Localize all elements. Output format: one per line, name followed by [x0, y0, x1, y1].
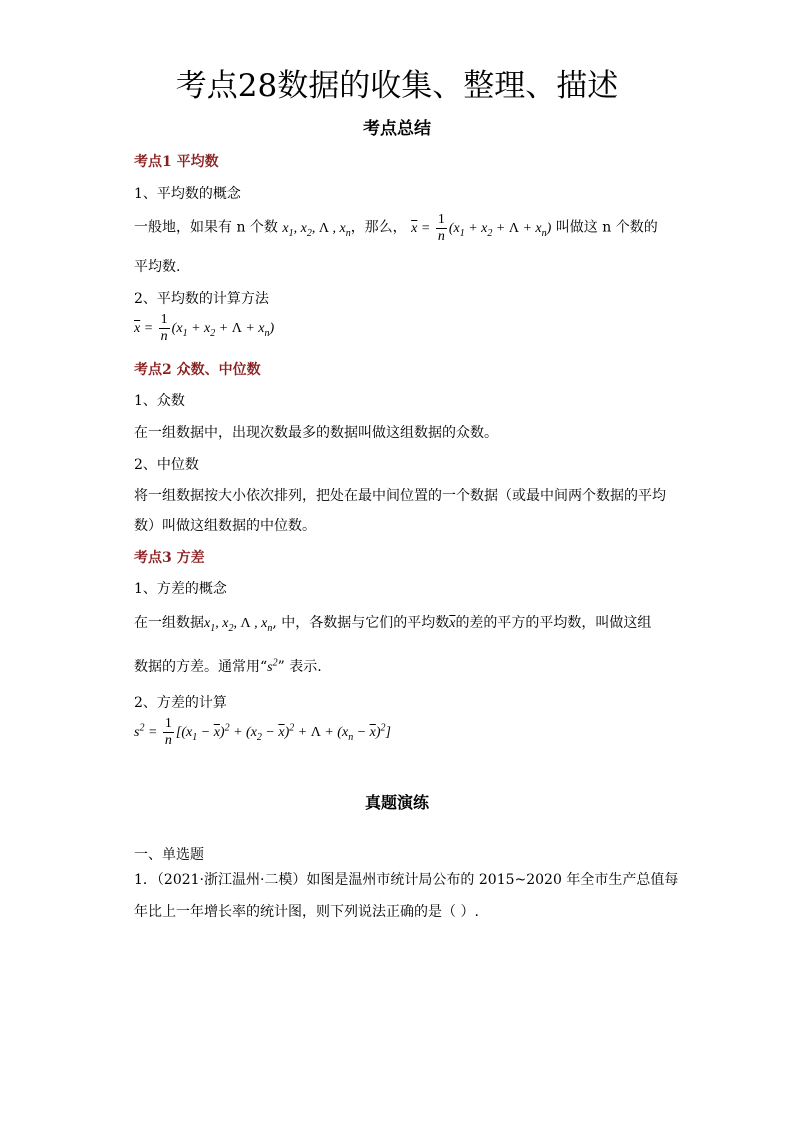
variance-def-text-e: ” 表示. — [277, 659, 322, 675]
mean-def-text-c: 叫做这 n 个数的 — [555, 219, 658, 236]
practice-heading: 真题演练 — [364, 793, 429, 812]
page-title: 考点28数据的收集、整理、描述 — [175, 68, 619, 104]
mode-definition: 在一组数据中，出现次数最多的数据叫做这组数据的众数。 — [134, 425, 498, 441]
mean-symbol: $\overline{x}$ — [449, 616, 456, 631]
mean-def-text-a: 一般地，如果有 n 个数 — [134, 219, 278, 236]
mean-def-formula: $\overline{x}$ = $\frac{1}{n}$ $(x_1 + x_2 + \Lambda + x_n)$ — [411, 212, 552, 244]
section-heading-mode-median: 考点2 众数、中位数 — [134, 362, 261, 378]
variance-def-text-b: 中，各数据与它们的平均数 — [281, 615, 450, 631]
median-definition-line1: 将一组数据按大小依次排列，把处在最中间位置的一个数据（或最中间两个数据的平均 — [134, 488, 666, 504]
variance-definition-line2 — [134, 656, 322, 676]
question-1-line2: 年比上一年增长率的统计图，则下列说法正确的是（ ）. — [134, 904, 479, 920]
variance-symbol: $s^2$ — [267, 657, 278, 675]
mean-def-text-d: 平均数. — [134, 259, 181, 275]
variance-calc-label: 2、方差的计算 — [134, 695, 227, 711]
variance-def-sequence: $x_1$, $x_2$, Λ , $x_n$ — [204, 616, 273, 634]
variance-def-text-a: 在一组数据 — [134, 615, 204, 631]
median-definition-line2: 数）叫做这组数据的中位数。 — [134, 518, 316, 534]
mode-label: 1、众数 — [134, 393, 185, 409]
section-heading-variance: 考点3 方差 — [134, 550, 205, 566]
mean-method-formula: $\overline{x}$ = $\frac{1}{n}$ $(x_1 + x_2 + \Lambda + x_n)$ — [134, 312, 275, 344]
mean-definition-line — [134, 212, 658, 249]
mean-concept-label: 1、平均数的概念 — [134, 186, 241, 202]
question-1-line1: 1．（2021·浙江温州·二模）如图是温州市统计局公布的 2015~2020 年全市生产总值每 — [134, 872, 679, 888]
variance-concept-label: 1、方差的概念 — [134, 581, 227, 597]
variance-formula: $s^2$ = $\frac{1}{n}$ $[(x_1 - \overline{x})^2 + (x_2 - \overline{x})^2 + \Lambda + (x_n - \overline{x})^2]$ — [134, 716, 391, 748]
mean-def-text-b: ，那么， — [350, 219, 407, 236]
question-category: 一、单选题 — [134, 847, 204, 863]
variance-definition-line1: 在一组数据$x_1$, $x_2$, Λ , $x_n$, 中，各数据与它们的平均数$\overline{x}$的差的平方的平均数，叫做这组 — [134, 615, 652, 634]
variance-def-text-c: 的差的平方的平均数，叫做这组 — [455, 615, 652, 631]
mean-method-label: 2、平均数的计算方法 — [134, 291, 269, 307]
median-label: 2、中位数 — [134, 457, 199, 473]
mean-def-sequence: $x_1$, $x_2$, Λ , $x_n$ — [282, 220, 351, 239]
variance-def-text-d: 数据的方差。通常用“ — [134, 659, 268, 675]
summary-heading: 考点总结 — [363, 119, 431, 139]
section-heading-mean: 考点1 平均数 — [134, 154, 219, 170]
